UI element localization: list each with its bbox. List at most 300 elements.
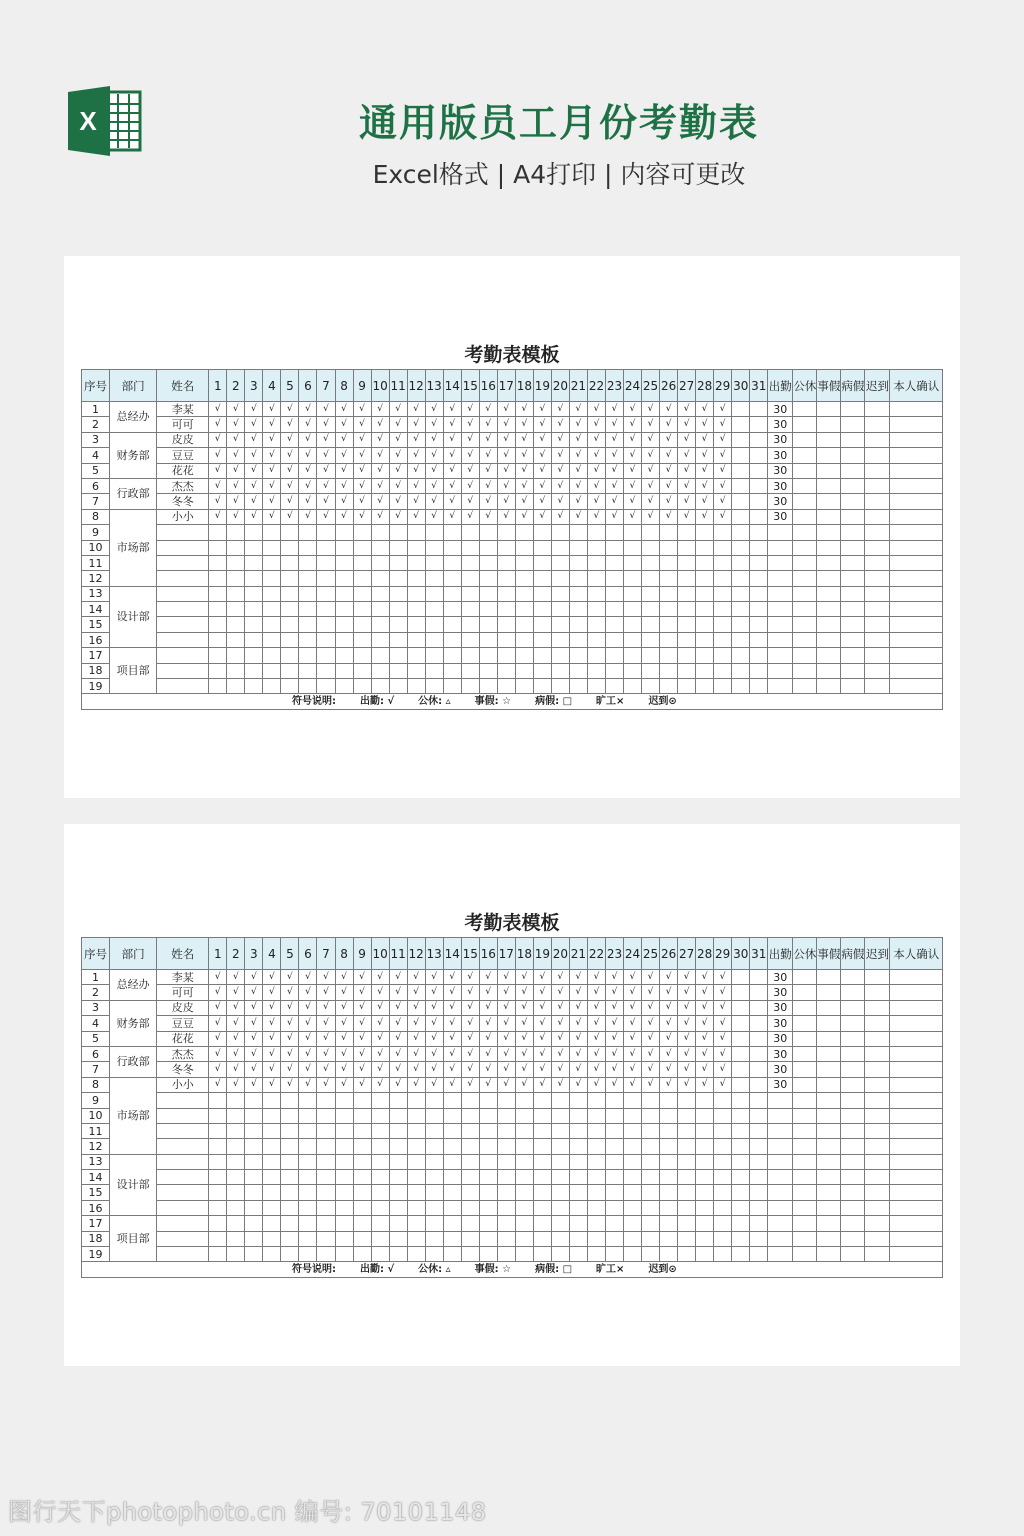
cell-attend: 30 [768,1000,793,1015]
cell-day [479,1200,497,1215]
header-day: 18 [515,370,533,402]
cell-name: 豆豆 [157,1016,209,1031]
cell-day [696,663,714,678]
cell-day [407,540,425,555]
cell-day [227,679,245,694]
cell-attend [768,586,793,601]
cell-empty [865,1108,890,1123]
cell-day [245,1170,263,1185]
cell-day-check: √ [299,463,317,478]
cell-day [209,648,227,663]
cell-day [389,525,407,540]
cell-seq: 2 [82,417,110,432]
cell-day-check: √ [335,448,353,463]
cell-day-check: √ [642,417,660,432]
cell-day [750,663,768,678]
cell-day [227,602,245,617]
cell-day-check: √ [624,432,642,447]
cell-day [750,402,768,417]
cell-empty [793,509,817,524]
cell-day [678,555,696,570]
cell-day-check: √ [371,478,389,493]
cell-empty [841,1139,865,1154]
cell-day [353,1139,371,1154]
cell-seq: 15 [82,617,110,632]
cell-day-check: √ [353,1031,371,1046]
cell-day [353,555,371,570]
legend-item: 出勤: √ [360,1264,395,1276]
table-row [82,432,943,447]
cell-day [696,632,714,647]
header-attend: 出勤 [768,370,793,402]
cell-day-check: √ [371,985,389,1000]
cell-empty [817,509,841,524]
cell-day [587,1216,605,1231]
cell-day [389,1231,407,1246]
cell-day [317,679,335,694]
cell-day [732,494,750,509]
cell-day [750,1093,768,1108]
cell-day [407,1216,425,1231]
cell-empty [817,1200,841,1215]
cell-day-check: √ [551,432,569,447]
cell-empty [865,417,890,432]
cell-day-check: √ [209,1016,227,1031]
cell-day [299,1139,317,1154]
cell-empty [793,1046,817,1061]
cell-day [515,632,533,647]
cell-confirm [890,648,943,663]
cell-day-check: √ [281,1077,299,1092]
cell-day [371,1170,389,1185]
cell-empty [817,1031,841,1046]
cell-day [732,1231,750,1246]
cell-day [299,1108,317,1123]
cell-attend [768,648,793,663]
cell-attend [768,1154,793,1169]
cell-day [443,1216,461,1231]
cell-day-check: √ [425,417,443,432]
cell-day-check: √ [533,1031,551,1046]
cell-empty [793,1093,817,1108]
cell-day [389,1093,407,1108]
cell-day-check: √ [299,494,317,509]
cell-day [605,1093,623,1108]
cell-day-check: √ [515,509,533,524]
cell-empty [817,1093,841,1108]
cell-day-check: √ [245,432,263,447]
header-day: 3 [245,938,263,970]
cell-day-check: √ [479,970,497,985]
cell-day [425,525,443,540]
cell-day-check: √ [587,1046,605,1061]
header-day: 8 [335,370,353,402]
cell-day-check: √ [714,494,732,509]
cell-empty [841,571,865,586]
cell-day [335,1231,353,1246]
cell-day [678,1139,696,1154]
cell-day [587,1185,605,1200]
cell-empty [865,648,890,663]
cell-empty [865,1062,890,1077]
cell-day-check: √ [461,1000,479,1015]
cell-empty [841,586,865,601]
cell-day [714,679,732,694]
header-day: 8 [335,938,353,970]
cell-day [515,1108,533,1123]
cell-day-check: √ [443,985,461,1000]
cell-day [624,679,642,694]
cell-day [732,448,750,463]
cell-day [263,540,281,555]
cell-name: 杰杰 [157,1046,209,1061]
cell-day-check: √ [642,1031,660,1046]
cell-day [587,1231,605,1246]
cell-day [443,602,461,617]
cell-day-check: √ [317,1031,335,1046]
cell-day-check: √ [209,970,227,985]
cell-day-check: √ [281,417,299,432]
cell-day-check: √ [371,1077,389,1092]
cell-day-check: √ [678,1046,696,1061]
table-row [82,1093,943,1108]
cell-day [353,1108,371,1123]
cell-day-check: √ [642,1000,660,1015]
cell-day [660,1170,678,1185]
cell-day [678,1093,696,1108]
header-day: 14 [443,938,461,970]
cell-day [263,1139,281,1154]
cell-day [479,540,497,555]
cell-day-check: √ [533,1077,551,1092]
cell-empty [865,632,890,647]
cell-day-check: √ [696,1031,714,1046]
cell-day [515,617,533,632]
cell-day-check: √ [479,448,497,463]
table-row [82,463,943,478]
cell-day-check: √ [389,970,407,985]
cell-day-check: √ [551,1031,569,1046]
cell-day-check: √ [624,402,642,417]
cell-day [389,1170,407,1185]
cell-day [642,679,660,694]
cell-day-check: √ [569,478,587,493]
cell-day [371,555,389,570]
cell-empty [793,1108,817,1123]
cell-day [605,586,623,601]
cell-day [750,432,768,447]
cell-day-check: √ [281,494,299,509]
cell-empty [865,1200,890,1215]
cell-day [642,586,660,601]
cell-empty [865,1154,890,1169]
cell-day-check: √ [443,509,461,524]
header-holiday: 公休 [793,370,817,402]
cell-empty [841,617,865,632]
cell-day [443,679,461,694]
cell-empty [817,663,841,678]
cell-day-check: √ [569,448,587,463]
cell-day-check: √ [605,494,623,509]
cell-day [317,1170,335,1185]
header-day: 18 [515,938,533,970]
cell-day-check: √ [660,970,678,985]
cell-day [209,1093,227,1108]
cell-day-check: √ [624,478,642,493]
cell-day [209,1170,227,1185]
cell-day [263,586,281,601]
cell-day [605,1185,623,1200]
cell-day [335,1200,353,1215]
cell-day-check: √ [497,1062,515,1077]
cell-day [587,1154,605,1169]
cell-day [750,1139,768,1154]
cell-day [263,663,281,678]
cell-day [317,586,335,601]
cell-day [605,632,623,647]
cell-day [624,602,642,617]
cell-day [353,617,371,632]
legend-item: 迟到⊙ [648,696,677,708]
cell-day-check: √ [642,448,660,463]
cell-day [605,602,623,617]
cell-day [371,1231,389,1246]
cell-empty [817,494,841,509]
cell-day [750,448,768,463]
cell-day [714,1216,732,1231]
cell-day [750,1077,768,1092]
cell-day [732,1139,750,1154]
cell-day-check: √ [696,509,714,524]
cell-empty [817,632,841,647]
table-row [82,1031,943,1046]
cell-day-check: √ [515,448,533,463]
cell-day-check: √ [479,1062,497,1077]
cell-day-check: √ [660,494,678,509]
cell-day [209,632,227,647]
cell-day-check: √ [696,463,714,478]
cell-day-check: √ [569,1016,587,1031]
cell-day [515,679,533,694]
cell-day [389,663,407,678]
cell-day-check: √ [569,417,587,432]
cell-day-check: √ [497,448,515,463]
cell-day [732,1185,750,1200]
cell-day-check: √ [587,1077,605,1092]
cell-day [353,540,371,555]
header-day: 21 [569,370,587,402]
cell-day [732,1154,750,1169]
cell-day-check: √ [696,1077,714,1092]
cell-attend [768,663,793,678]
cell-day-check: √ [569,432,587,447]
cell-day-check: √ [551,1046,569,1061]
cell-name [157,632,209,647]
cell-day [533,1185,551,1200]
table-row [82,417,943,432]
cell-day [263,648,281,663]
cell-day [407,663,425,678]
cell-empty [793,540,817,555]
cell-day [587,632,605,647]
cell-day [660,1123,678,1138]
cell-day [551,1200,569,1215]
table-row [82,1185,943,1200]
cell-day-check: √ [497,1016,515,1031]
cell-empty [793,617,817,632]
cell-day [479,632,497,647]
cell-day [497,648,515,663]
header-dept: 部门 [110,370,157,402]
cell-day [335,1170,353,1185]
cell-day-check: √ [209,478,227,493]
cell-day-check: √ [515,1077,533,1092]
cell-day [696,540,714,555]
cell-name: 冬冬 [157,494,209,509]
cell-day-check: √ [515,402,533,417]
cell-attend: 30 [768,970,793,985]
cell-day [227,1123,245,1138]
cell-day-check: √ [497,432,515,447]
cell-day-check: √ [371,402,389,417]
header-day: 13 [425,370,443,402]
cell-day [371,1216,389,1231]
cell-day-check: √ [407,494,425,509]
cell-day [227,648,245,663]
cell-day [642,1108,660,1123]
cell-day-check: √ [425,494,443,509]
cell-day-check: √ [335,402,353,417]
cell-day [335,540,353,555]
cell-dept: 财务部 [110,432,157,478]
cell-day-check: √ [245,417,263,432]
cell-confirm [890,1139,943,1154]
cell-day [587,602,605,617]
header-day: 7 [317,938,335,970]
cell-day [245,1216,263,1231]
table-header-row [82,938,943,970]
cell-dept: 市场部 [110,1077,157,1154]
cell-day-check: √ [245,1000,263,1015]
cell-day [732,478,750,493]
cell-day-check: √ [389,494,407,509]
cell-day [515,525,533,540]
cell-seq: 3 [82,1000,110,1015]
cell-day-check: √ [461,1016,479,1031]
cell-day [461,617,479,632]
cell-confirm [890,494,943,509]
header-day: 12 [407,370,425,402]
cell-day [299,1154,317,1169]
cell-day [371,571,389,586]
cell-day-check: √ [263,448,281,463]
cell-day-check: √ [335,970,353,985]
cell-day-check: √ [389,509,407,524]
header-day: 5 [281,370,299,402]
cell-day [569,525,587,540]
cell-day [587,1200,605,1215]
cell-day [678,663,696,678]
cell-day-check: √ [443,970,461,985]
cell-day-check: √ [624,448,642,463]
cell-day [461,1247,479,1262]
cell-day-check: √ [299,448,317,463]
cell-empty [817,448,841,463]
cell-day [533,1200,551,1215]
cell-day [281,525,299,540]
cell-day [533,1108,551,1123]
cell-day [407,1123,425,1138]
cell-day [263,1093,281,1108]
cell-seq: 12 [82,571,110,586]
cell-empty [817,1077,841,1092]
cell-day [551,679,569,694]
cell-day [281,1200,299,1215]
cell-day-check: √ [425,970,443,985]
cell-day-check: √ [461,417,479,432]
cell-day-check: √ [227,970,245,985]
cell-day [299,571,317,586]
cell-day-check: √ [587,417,605,432]
legend-item: 公休: ▵ [418,1264,451,1276]
cell-day-check: √ [317,478,335,493]
cell-day-check: √ [569,985,587,1000]
cell-day [263,1231,281,1246]
cell-day [624,663,642,678]
cell-empty [793,663,817,678]
cell-attend [768,1170,793,1185]
cell-day [605,1216,623,1231]
cell-attend [768,555,793,570]
cell-day-check: √ [696,417,714,432]
cell-day [407,648,425,663]
cell-day [281,648,299,663]
cell-day-check: √ [227,1000,245,1015]
legend-item: 事假: ☆ [474,1264,512,1276]
cell-day [660,1200,678,1215]
cell-empty [865,617,890,632]
header-dept: 部门 [110,938,157,970]
cell-day-check: √ [479,432,497,447]
cell-day [443,632,461,647]
cell-day [245,602,263,617]
table-row [82,1154,943,1169]
cell-day-check: √ [696,1016,714,1031]
cell-day-check: √ [587,463,605,478]
cell-day [425,1231,443,1246]
cell-day-check: √ [443,1000,461,1015]
cell-dept: 设计部 [110,586,157,648]
cell-day-check: √ [245,509,263,524]
cell-day-check: √ [624,970,642,985]
cell-day [497,1185,515,1200]
cell-day [335,1154,353,1169]
cell-name: 李某 [157,402,209,417]
cell-day-check: √ [497,1077,515,1092]
cell-day-check: √ [605,970,623,985]
cell-day-check: √ [281,402,299,417]
cell-day-check: √ [605,463,623,478]
cell-day-check: √ [407,1077,425,1092]
cell-day [317,1093,335,1108]
cell-day [551,1247,569,1262]
cell-seq: 2 [82,985,110,1000]
cell-empty [793,432,817,447]
cell-day [533,632,551,647]
cell-day [497,1216,515,1231]
cell-day-check: √ [714,478,732,493]
cell-day [389,1185,407,1200]
